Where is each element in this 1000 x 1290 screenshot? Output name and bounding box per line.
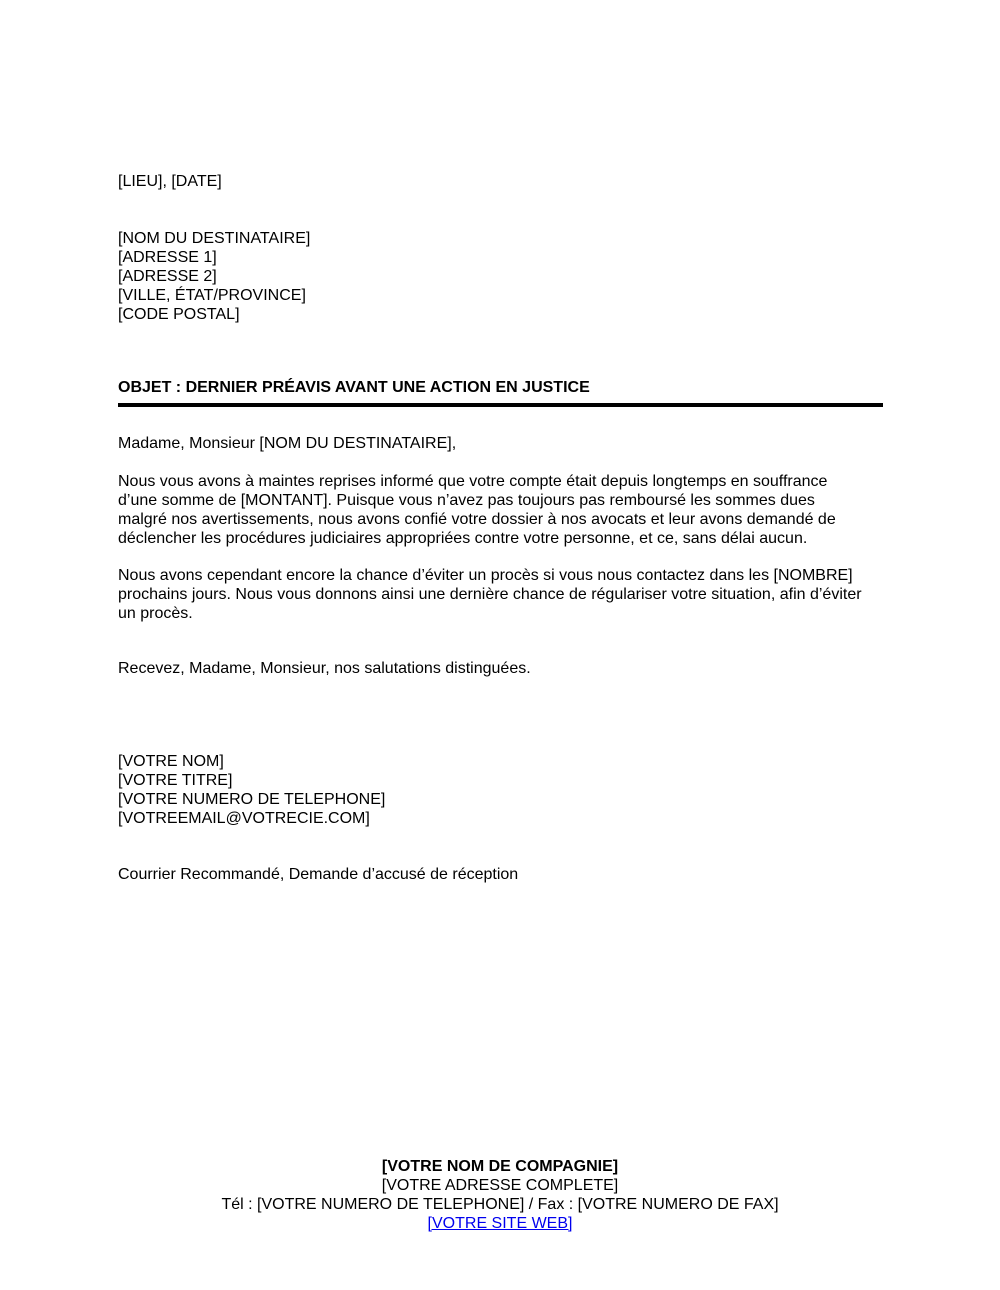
- sender-email: [VOTREEMAIL@VOTRECIE.COM]: [118, 810, 370, 827]
- paragraph-line: Nous avons cependant encore la chance d’éviter un procès si vous nous contactez dans les [NOMBRE]: [118, 567, 853, 584]
- closing-line: Recevez, Madame, Monsieur, nos salutations distinguées.: [118, 660, 531, 677]
- salutation: Madame, Monsieur [NOM DU DESTINATAIRE],: [118, 435, 457, 452]
- footer-website-link[interactable]: [VOTRE SITE WEB]: [427, 1215, 573, 1232]
- signature-block: [118, 752, 385, 828]
- sender-title: [VOTRE TITRE]: [118, 772, 233, 789]
- delivery-note: Courrier Recommandé, Demande d’accusé de réception: [118, 866, 519, 883]
- company-footer: [0, 1157, 1000, 1233]
- place-date: [LIEU], [DATE]: [118, 173, 222, 190]
- recipient-name: [NOM DU DESTINATAIRE]: [118, 230, 311, 247]
- recipient-postal-code: [CODE POSTAL]: [118, 306, 240, 323]
- paragraph-line: Nous vous avons à maintes reprises informé que votre compte était depuis longtemps en souffrance: [118, 473, 828, 490]
- footer-address: [VOTRE ADRESSE COMPLETE]: [381, 1177, 619, 1194]
- body-paragraph-2: [118, 566, 862, 623]
- subject-divider: [118, 403, 883, 407]
- recipient-city-state: [VILLE, ÉTAT/PROVINCE]: [118, 287, 306, 304]
- sender-phone: [VOTRE NUMERO DE TELEPHONE]: [118, 791, 386, 808]
- footer-contact: Tél : [VOTRE NUMERO DE TELEPHONE] / Fax : [VOTRE NUMERO DE FAX]: [221, 1196, 779, 1213]
- body-paragraph-1: [118, 472, 836, 548]
- footer-company-name: [VOTRE NOM DE COMPAGNIE]: [381, 1158, 619, 1175]
- paragraph-line: malgré nos avertissements, nous avons confié votre dossier à nos avocats et leur avons demandé de: [118, 511, 836, 528]
- paragraph-line: prochains jours. Nous vous donnons ainsi une dernière chance de régulariser votre situation, afin d’éviter: [118, 586, 862, 603]
- paragraph-line: d’une somme de [MONTANT]. Puisque vous n’avez pas toujours pas remboursé les sommes dues: [118, 492, 815, 509]
- recipient-address-2: [ADRESSE 2]: [118, 268, 217, 285]
- sender-name: [VOTRE NOM]: [118, 753, 224, 770]
- recipient-address-1: [ADRESSE 1]: [118, 249, 217, 266]
- paragraph-line: un procès.: [118, 605, 193, 622]
- paragraph-line: déclencher les procédures judiciaires appropriées contre votre personne, et ce, sans délai aucun.: [118, 530, 808, 547]
- subject-line: OBJET : DERNIER PRÉAVIS AVANT UNE ACTION EN JUSTICE: [118, 379, 590, 396]
- recipient-address-block: [118, 229, 310, 324]
